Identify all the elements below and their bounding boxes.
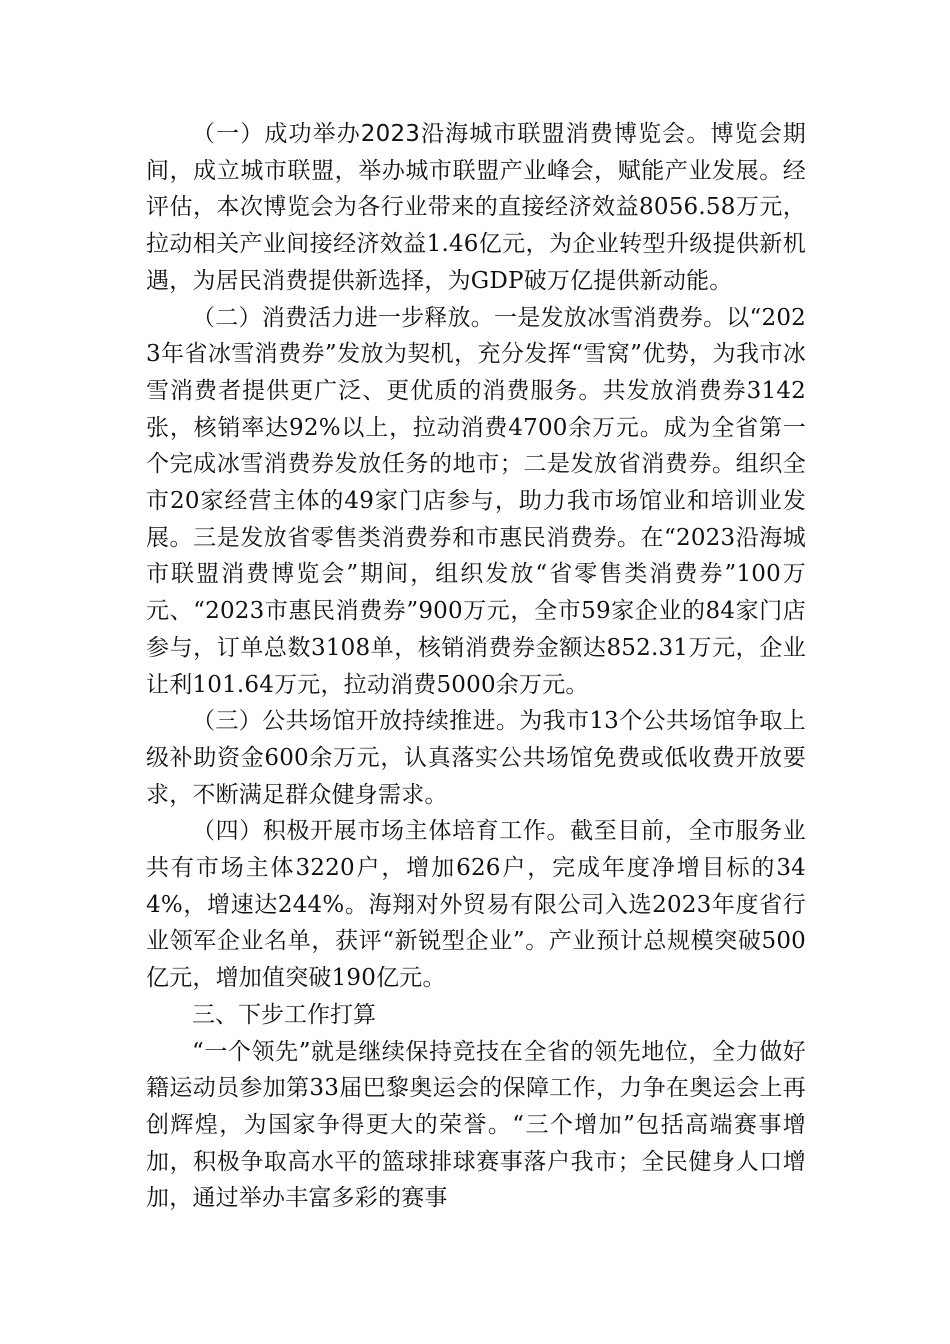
paragraph-public-venues xyxy=(146,703,806,813)
document-page xyxy=(146,116,806,1217)
paragraph-body: 为我市13个公共场馆争取上级补助资金600余万元，认真落实公共场馆免费或低收费开放要求，不断满足群众健身需求。 xyxy=(146,708,806,808)
paragraph-next-steps: “一个领先”就是继续保持竞技在全省的领先地位，全力做好籍运动员参加第33届巴黎奥运会的保障工作，力争在奥运会上再创辉煌，为国家争得更大的荣誉。“三个增加”包括高端赛事增加，积极争取高水平的篮球排球赛事落户我市；全民健身人口增加，通过举办丰富多彩的赛事 xyxy=(146,1038,806,1212)
paragraph-body: 一是发放冰雪消费券。以“2023年省冰雪消费券”发放为契机，充分发挥“雪窝”优势，为我市冰雪消费者提供更广泛、更优质的消费服务。共发放消费券3142张，核销率达92%以上，拉动消费4700余万元。成为全省第一个完成冰雪消费券发放任务的地市；二是发放省消费券。组织全市20家经营主体的49家门店参与，助力我市场馆业和培训业发展。三是发放省零售类消费券和市惠民消费券。在“2023沿海城市联盟消费博览会”期间，组织发放“省零售类消费券”100万元、“2023市惠民消费券”900万元，全市59家企业的84家门店参与，订单总数3108单，核销消费券金额达852.31万元，企业让利101.64万元，拉动消费5000余万元。 xyxy=(146,304,806,698)
paragraph-body: 截至目前，全市服务业共有市场主体3220户，增加626户，完成年度净增目标的344%，增速达244%。海翔对外贸易有限公司入选2023年度省行业领军企业名单，获评“新锐型企业”。产业预计总规模突破500亿元，增加值突破190亿元。 xyxy=(146,818,807,992)
paragraph-expo xyxy=(146,116,806,300)
paragraph-consumption xyxy=(146,300,806,704)
paragraph-market-entities xyxy=(146,813,806,997)
paragraph-lead: （一）成功举办2023沿海城市联盟消费博览会。 xyxy=(192,121,711,147)
paragraph-body: 博览会期间，成立城市联盟，举办城市联盟产业峰会，赋能产业发展。经评估，本次博览会为各行业带来的直接经济效益8056.58万元，拉动相关产业间接经济效益1.46亿元，为企业转型升级提供新机遇，为居民消费提供新选择，为GDP破万亿提供新动能。 xyxy=(146,121,806,294)
paragraph-lead: （三）公共场馆开放持续推进。 xyxy=(192,708,520,735)
section-heading: 三、下步工作打算 xyxy=(192,1001,376,1028)
paragraph-lead: （四）积极开展市场主体培育工作。 xyxy=(192,818,571,845)
paragraph-lead: （二）消费活力进一步释放。 xyxy=(192,304,494,331)
